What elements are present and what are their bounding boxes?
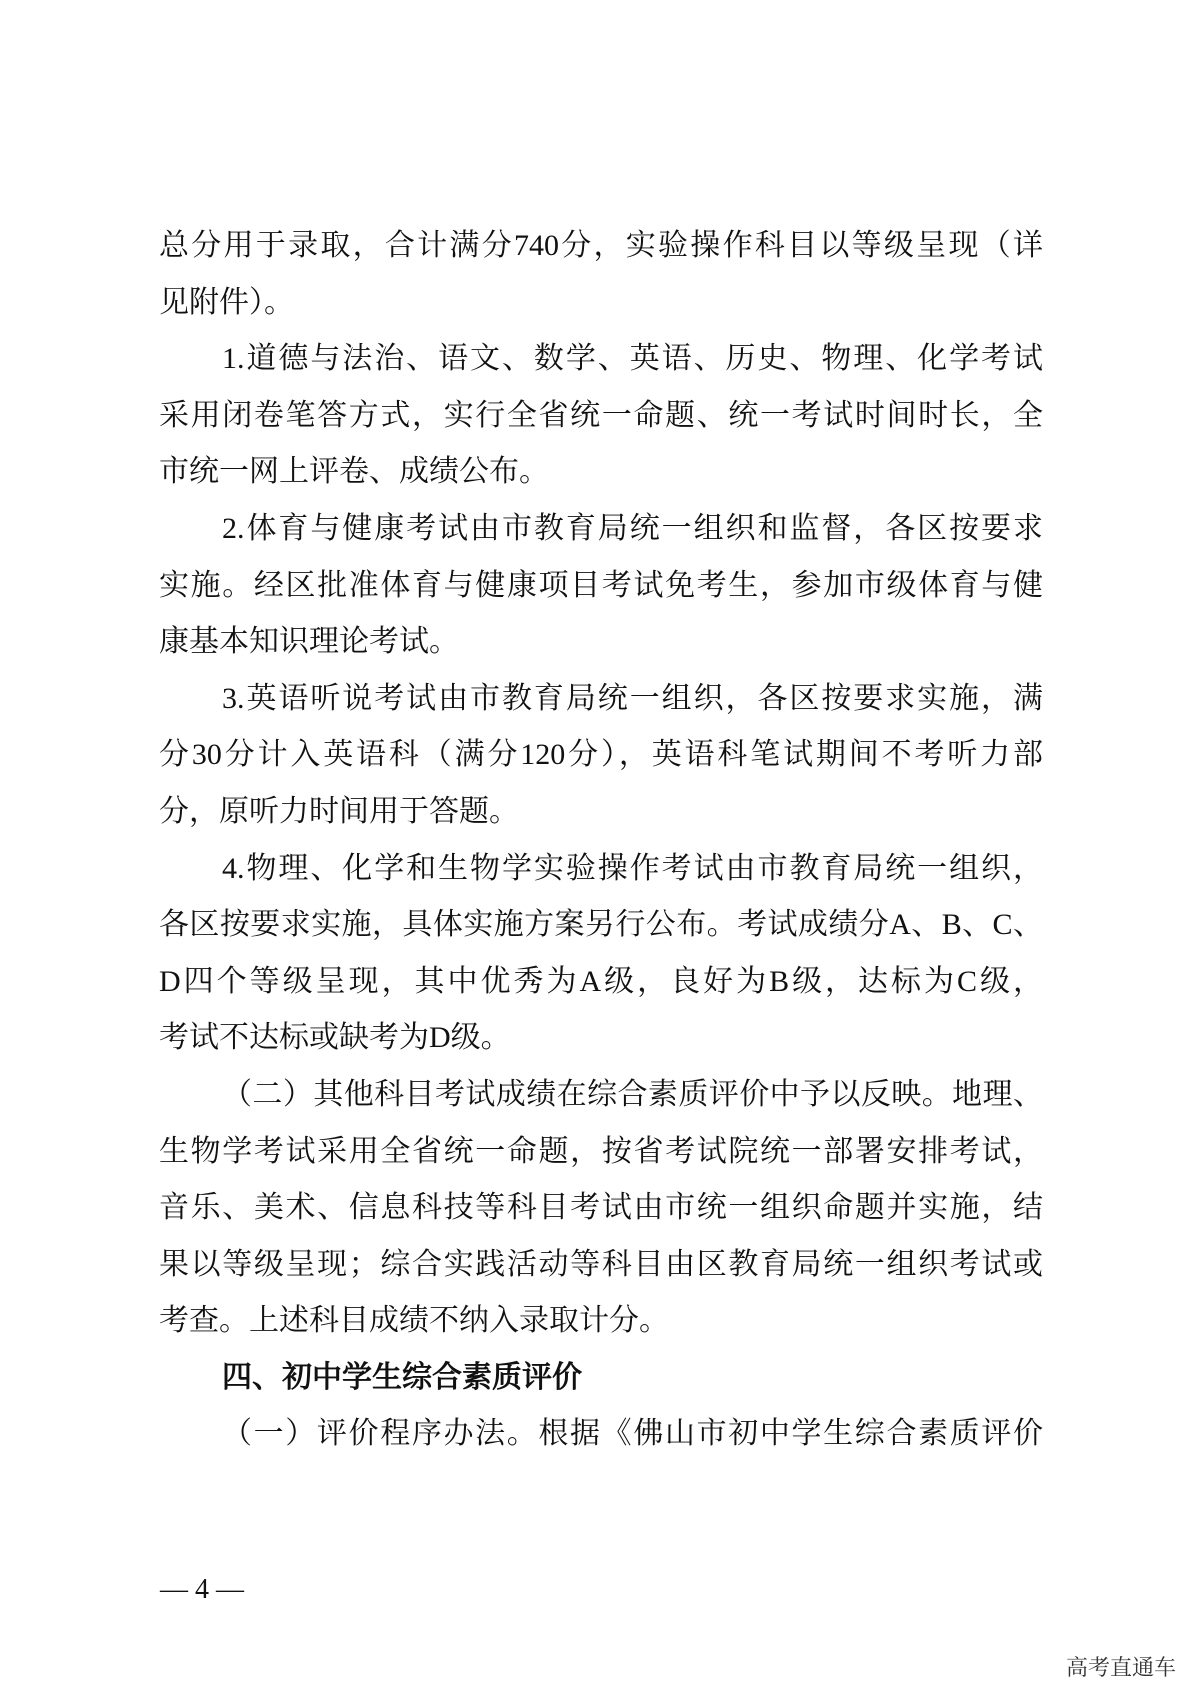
subsection-paragraph — [159, 1406, 1043, 1463]
text-line: 市统一网上评卷、成绩公布。 — [159, 455, 549, 489]
text-line: 见附件）。 — [159, 285, 294, 319]
text-line: 各区按要求实施，具体实施方案另行公布。考试成绩分A、B、C、 — [159, 908, 1043, 942]
body-text — [159, 218, 1043, 1463]
text-line: 2.体育与健康考试由市教育局统一组织和监督，各区按要求 — [222, 511, 1043, 545]
text-line: 1.道德与法治、语文、数学、英语、历史、物理、化学考试 — [222, 342, 1043, 376]
text-line: 分，原听力时间用于答题。 — [159, 794, 519, 828]
paragraph-item-4 — [159, 841, 1043, 1067]
subsection-label: （一）评价程序办法。 — [222, 1417, 539, 1451]
text-line: 总分用于录取，合计满分740分，实验操作科目以等级呈现（详 — [159, 229, 1043, 262]
text-line: 分30分计入英语科（满分120分），英语科笔试期间不考听力部 — [159, 738, 1043, 772]
text-line: 采用闭卷笔答方式，实行全省统一命题、统一考试时间时长，全 — [159, 398, 1043, 432]
text-line: D四个等级呈现，其中优秀为A级，良好为B级，达标为C级， — [159, 964, 1043, 998]
paragraph-item-2 — [159, 501, 1043, 671]
text-line: 果以等级呈现；综合实践活动等科目由区教育局统一组织考试或 — [159, 1247, 1043, 1281]
watermark: 高考直通车 — [1065, 1656, 1176, 1681]
text-line: 考试不达标或缺考为D级。 — [159, 1021, 511, 1055]
page-number: — 4 — — [160, 1574, 244, 1605]
text-line: 生物学考试采用全省统一命题，按省考试院统一部署安排考试， — [159, 1134, 1043, 1168]
text-line: 实施。经区批准体育与健康项目考试免考生，参加市级体育与健 — [159, 568, 1043, 602]
section-heading: 四、初中学生综合素质评价 — [222, 1359, 582, 1395]
text-line: 4.物理、化学和生物学实验操作考试由市教育局统一组织， — [222, 851, 1043, 885]
text-line: 音乐、美术、信息科技等科目考试由市统一组织命题并实施，结 — [159, 1191, 1043, 1225]
text-line: 3.英语听说考试由市教育局统一组织，各区按要求实施，满 — [222, 681, 1043, 715]
text-line: 考查。上述科目成绩不纳入录取计分。 — [159, 1304, 669, 1338]
text-line: 康基本知识理论考试。 — [159, 625, 459, 659]
paragraph-other-subjects — [159, 1067, 1043, 1350]
paragraph-item-3 — [159, 671, 1043, 841]
paragraph-total-score — [159, 218, 1043, 331]
subsection-text: 根据《佛山市初中学生综合素质评价 — [538, 1417, 1044, 1451]
text-line: （二）其他科目考试成绩在综合素质评价中予以反映。地理、 — [222, 1077, 1043, 1111]
paragraph-item-1 — [159, 331, 1043, 501]
